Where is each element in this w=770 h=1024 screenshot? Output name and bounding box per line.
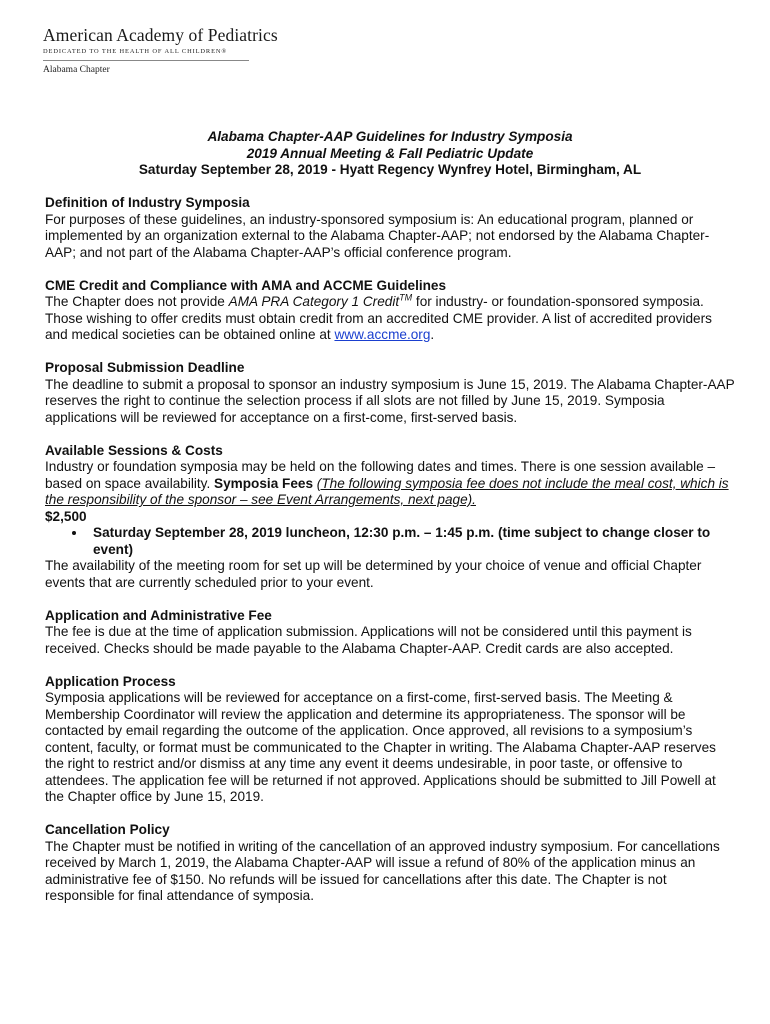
section-heading: Definition of Industry Symposia — [45, 195, 250, 210]
section-fee — [45, 608, 735, 658]
section-deadline — [45, 360, 735, 426]
document-title — [45, 129, 735, 179]
org-tagline: DEDICATED TO THE HEALTH OF ALL CHILDREN® — [43, 48, 228, 55]
section-sessions — [45, 443, 735, 592]
section-body-followup: The availability of the meeting room for set up will be determined by your choice of venue and official Chapter events that are currently scheduled prior to your event. — [45, 558, 702, 590]
org-name: American Academy of Pediatrics — [43, 25, 278, 45]
section-heading: Cancellation Policy — [45, 822, 170, 837]
section-heading: Available Sessions & Costs — [45, 442, 223, 458]
section-cme — [45, 278, 735, 344]
section-body: The Chapter does not provide AMA PRA Category 1 Credit™ for industry- or foundation-sponsored symposia. Those wishing to offer credits must obtain credit from an accredited CME provider. A list of accredited providers and medical societies can be obtained online at www.accme.org. — [45, 292, 712, 342]
document-body — [45, 129, 735, 921]
section-heading: CME Credit and Compliance with AMA and ACCME Guidelines — [45, 277, 447, 293]
section-heading: Application Process — [45, 673, 176, 689]
section-heading: Proposal Submission Deadline — [45, 360, 245, 375]
section-body: For purposes of these guidelines, an industry-sponsored symposium is: An educational program, planned or implemented by an organization external to the Alabama Chapter-AAP; not endorsed by the Alabama Chapter-AAP; and not part of the Alabama Chapter-AAP’s official conference program. — [45, 211, 710, 260]
fees-note: (The following symposia fee does not include the meal cost, which is the responsibility of the sponsor – see Event Arrangements, next page). — [45, 475, 729, 507]
section-process — [45, 674, 735, 806]
section-body: The deadline to submit a proposal to sponsor an industry symposium is June 15, 2019. The Alabama Chapter-AAP reserves the right to continue the selection process if all slots are not filled by June 15, 2019. Symposia applications will be reviewed for acceptance on a first-come, first-served basis. — [45, 376, 735, 425]
title-line-1: Alabama Chapter-AAP Guidelines for Industry Symposia — [207, 129, 573, 144]
session-item: • Saturday September 28, 2019 luncheon, 12:30 p.m. – 1:45 p.m. (time subject to change closer to event) — [87, 525, 735, 558]
session-list — [45, 525, 735, 558]
accme-link[interactable]: www.accme.org — [334, 327, 431, 342]
credit-name: AMA PRA Category 1 Credit™ — [228, 292, 413, 309]
chapter-name: Alabama Chapter — [43, 65, 110, 75]
section-cancellation — [45, 822, 735, 905]
session-price: $2,500 — [45, 508, 87, 524]
section-body: The Chapter must be notified in writing of the cancellation of an approved industry symposium. For cancellations received by March 1, 2019, the Alabama Chapter-AAP will issue a refund of 80% of the application minus an administrative fee of $150. No refunds will be issued for cancellations after this date. The Chapter is not responsible for final attendance of symposia. — [45, 838, 720, 903]
letterhead-rule — [43, 60, 249, 61]
title-line-2: 2019 Annual Meeting & Fall Pediatric Update — [246, 145, 534, 161]
title-line-3: Saturday September 28, 2019 - Hyatt Regency Wynfrey Hotel, Birmingham, AL — [138, 162, 642, 177]
letterhead — [43, 16, 278, 75]
section-definition — [45, 195, 735, 261]
section-heading: Application and Administrative Fee — [45, 607, 272, 623]
fees-label: Symposia Fees — [214, 475, 314, 491]
section-body: The fee is due at the time of application submission. Applications will not be considered until this payment is received. Checks should be made payable to the Alabama Chapter-AAP. Credit cards are also accepted. — [45, 624, 692, 656]
section-body: Industry or foundation symposia may be held on the following dates and times. There is one session available – based on space availability. Symposia Fees (The following symposia fee does not include the meal cost, which is the responsibility of the sponsor – see Event Arrangements, next page). — [45, 459, 729, 507]
section-body: Symposia applications will be reviewed for acceptance on a first-come, first-served basis. The Meeting & Membership Coordinator will review the application and determine its appropriateness. The sponsor will be contacted by email regarding the outcome of the application. Once approved, all revisions to a symposium’s content, faculty, or format must be communicated to the Chapter in writing. The Alabama Chapter-AAP reserves the right to restrict and/or dismiss at any time any event it deems undesirable, in poor taste, or offensive to attendees. The application fee will be returned if not approved. Applications should be submitted to Jill Powell at the Chapter office by June 15, 2019. — [45, 690, 716, 804]
